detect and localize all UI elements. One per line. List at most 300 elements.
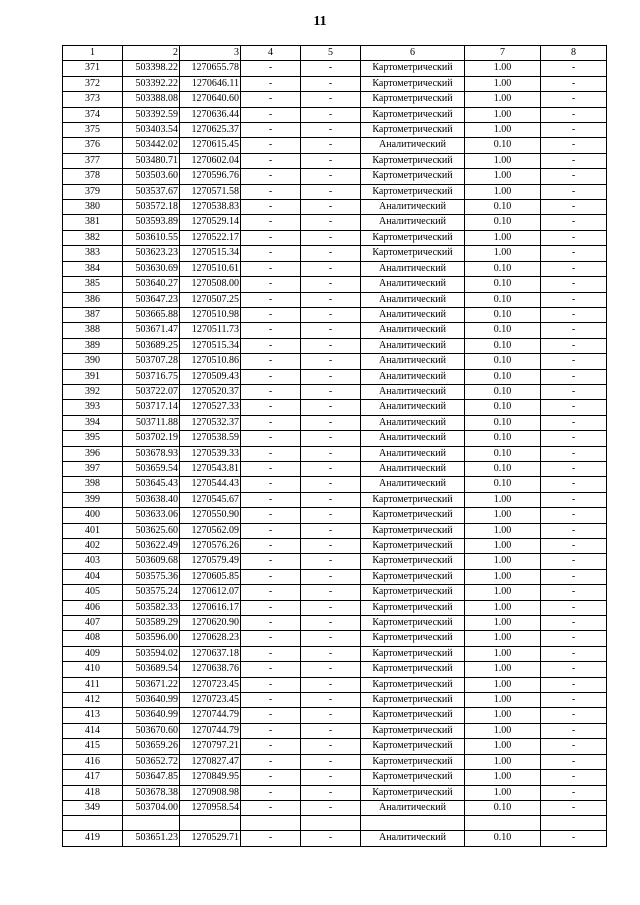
cell-precision: 0.10 <box>465 338 541 353</box>
cell-method: Аналитический <box>361 461 465 476</box>
cell-col-8: - <box>541 461 607 476</box>
cell-point-number: 378 <box>63 169 123 184</box>
cell-y-coordinate: 1270510.61 <box>180 261 241 276</box>
cell-col-4: - <box>241 492 301 507</box>
table-row <box>63 693 607 708</box>
table-row <box>63 616 607 631</box>
cell-col-5: - <box>301 369 361 384</box>
cell-col-5: - <box>301 138 361 153</box>
empty-cell <box>361 816 465 831</box>
cell-precision: 0.10 <box>465 323 541 338</box>
cell-method: Картометрический <box>361 107 465 122</box>
cell-col-4: - <box>241 153 301 168</box>
cell-col-4: - <box>241 230 301 245</box>
cell-col-8: - <box>541 138 607 153</box>
cell-col-8: - <box>541 554 607 569</box>
cell-x-coordinate: 503392.59 <box>123 107 180 122</box>
cell-method: Картометрический <box>361 554 465 569</box>
cell-col-5: - <box>301 754 361 769</box>
cell-method: Аналитический <box>361 277 465 292</box>
table-row <box>63 92 607 107</box>
cell-col-4: - <box>241 277 301 292</box>
cell-precision: 1.00 <box>465 539 541 554</box>
cell-point-number: 393 <box>63 400 123 415</box>
cell-y-coordinate: 1270655.78 <box>180 61 241 76</box>
cell-col-4: - <box>241 554 301 569</box>
cell-col-4: - <box>241 338 301 353</box>
cell-x-coordinate: 503647.85 <box>123 770 180 785</box>
cell-point-number: 349 <box>63 800 123 815</box>
cell-y-coordinate: 1270576.26 <box>180 539 241 554</box>
cell-y-coordinate: 1270636.44 <box>180 107 241 122</box>
cell-precision: 1.00 <box>465 585 541 600</box>
cell-x-coordinate: 503625.60 <box>123 523 180 538</box>
cell-point-number: 398 <box>63 477 123 492</box>
cell-y-coordinate: 1270827.47 <box>180 754 241 769</box>
cell-point-number: 388 <box>63 323 123 338</box>
cell-col-4: - <box>241 539 301 554</box>
cell-col-5: - <box>301 354 361 369</box>
cell-method: Аналитический <box>361 384 465 399</box>
cell-col-4: - <box>241 138 301 153</box>
cell-y-coordinate: 1270640.60 <box>180 92 241 107</box>
cell-method: Аналитический <box>361 354 465 369</box>
table-row <box>63 446 607 461</box>
cell-y-coordinate: 1270958.54 <box>180 800 241 815</box>
cell-point-number: 405 <box>63 585 123 600</box>
cell-col-4: - <box>241 631 301 646</box>
table-row <box>63 508 607 523</box>
cell-y-coordinate: 1270612.07 <box>180 585 241 600</box>
cell-y-coordinate: 1270908.98 <box>180 785 241 800</box>
cell-y-coordinate: 1270509.43 <box>180 369 241 384</box>
cell-col-4: - <box>241 307 301 322</box>
cell-method: Картометрический <box>361 646 465 661</box>
cell-col-5: - <box>301 169 361 184</box>
cell-precision: 1.00 <box>465 693 541 708</box>
table-row <box>63 646 607 661</box>
cell-x-coordinate: 503707.28 <box>123 354 180 369</box>
cell-point-number: 389 <box>63 338 123 353</box>
cell-y-coordinate: 1270616.17 <box>180 600 241 615</box>
cell-y-coordinate: 1270615.45 <box>180 138 241 153</box>
cell-point-number: 380 <box>63 200 123 215</box>
empty-cell <box>541 816 607 831</box>
cell-point-number: 373 <box>63 92 123 107</box>
cell-point-number: 394 <box>63 415 123 430</box>
cell-col-5: - <box>301 200 361 215</box>
cell-col-4: - <box>241 61 301 76</box>
cell-point-number: 377 <box>63 153 123 168</box>
cell-method: Аналитический <box>361 261 465 276</box>
cell-x-coordinate: 503678.38 <box>123 785 180 800</box>
table-row <box>63 539 607 554</box>
cell-col-4: - <box>241 785 301 800</box>
cell-col-5: - <box>301 215 361 230</box>
cell-precision: 7 <box>465 46 541 61</box>
cell-method: Картометрический <box>361 123 465 138</box>
cell-x-coordinate: 503609.68 <box>123 554 180 569</box>
table-row <box>63 415 607 430</box>
cell-method: Картометрический <box>361 770 465 785</box>
cell-y-coordinate: 1270723.45 <box>180 677 241 692</box>
cell-col-4: - <box>241 754 301 769</box>
cell-col-5: - <box>301 662 361 677</box>
cell-col-8: - <box>541 123 607 138</box>
cell-x-coordinate: 503630.69 <box>123 261 180 276</box>
cell-col-4: - <box>241 200 301 215</box>
cell-method: Аналитический <box>361 323 465 338</box>
cell-y-coordinate: 1270538.83 <box>180 200 241 215</box>
cell-x-coordinate: 503711.88 <box>123 415 180 430</box>
cell-y-coordinate: 1270515.34 <box>180 246 241 261</box>
cell-method: Картометрический <box>361 785 465 800</box>
cell-precision: 0.10 <box>465 446 541 461</box>
cell-method: Картометрический <box>361 754 465 769</box>
cell-method: Картометрический <box>361 600 465 615</box>
cell-col-8: - <box>541 323 607 338</box>
cell-point-number: 408 <box>63 631 123 646</box>
cell-y-coordinate: 3 <box>180 46 241 61</box>
cell-x-coordinate: 503582.33 <box>123 600 180 615</box>
table-row <box>63 754 607 769</box>
table-row <box>63 307 607 322</box>
page-number: 11 <box>313 14 327 29</box>
cell-y-coordinate: 1270646.11 <box>180 76 241 91</box>
cell-x-coordinate: 503722.07 <box>123 384 180 399</box>
cell-point-number: 409 <box>63 646 123 661</box>
cell-col-5: - <box>301 153 361 168</box>
cell-col-5: - <box>301 693 361 708</box>
cell-method: Аналитический <box>361 831 465 846</box>
cell-method: Аналитический <box>361 800 465 815</box>
cell-precision: 1.00 <box>465 76 541 91</box>
cell-col-5: - <box>301 800 361 815</box>
cell-point-number: 410 <box>63 662 123 677</box>
cell-col-5: - <box>301 307 361 322</box>
cell-point-number: 387 <box>63 307 123 322</box>
cell-col-5: - <box>301 492 361 507</box>
cell-col-4: - <box>241 477 301 492</box>
cell-precision: 0.10 <box>465 261 541 276</box>
cell-precision: 1.00 <box>465 616 541 631</box>
cell-method: Аналитический <box>361 338 465 353</box>
cell-col-5: - <box>301 415 361 430</box>
cell-method: Картометрический <box>361 523 465 538</box>
cell-method: Картометрический <box>361 492 465 507</box>
cell-col-4: - <box>241 708 301 723</box>
cell-col-4: - <box>241 508 301 523</box>
cell-precision: 0.10 <box>465 138 541 153</box>
cell-y-coordinate: 1270605.85 <box>180 569 241 584</box>
cell-col-8: - <box>541 569 607 584</box>
cell-y-coordinate: 1270849.95 <box>180 770 241 785</box>
cell-method: Картометрический <box>361 616 465 631</box>
cell-col-8: 8 <box>541 46 607 61</box>
cell-col-8: - <box>541 307 607 322</box>
cell-precision: 0.10 <box>465 369 541 384</box>
coordinates-table <box>62 45 607 847</box>
table-row <box>63 384 607 399</box>
cell-precision: 1.00 <box>465 123 541 138</box>
cell-col-5: - <box>301 631 361 646</box>
cell-col-4: - <box>241 261 301 276</box>
cell-precision: 1.00 <box>465 492 541 507</box>
cell-point-number: 411 <box>63 677 123 692</box>
cell-method: Аналитический <box>361 400 465 415</box>
cell-precision: 0.10 <box>465 461 541 476</box>
cell-col-4: - <box>241 646 301 661</box>
table-row <box>63 708 607 723</box>
cell-method: Картометрический <box>361 708 465 723</box>
cell-precision: 1.00 <box>465 754 541 769</box>
cell-col-5: - <box>301 677 361 692</box>
cell-precision: 1.00 <box>465 169 541 184</box>
table-row <box>63 200 607 215</box>
cell-point-number: 375 <box>63 123 123 138</box>
cell-x-coordinate: 503640.99 <box>123 708 180 723</box>
table-row <box>63 585 607 600</box>
table-row <box>63 184 607 199</box>
cell-col-5: - <box>301 184 361 199</box>
cell-col-5: - <box>301 76 361 91</box>
cell-precision: 1.00 <box>465 708 541 723</box>
cell-point-number: 376 <box>63 138 123 153</box>
empty-cell <box>465 816 541 831</box>
cell-col-5: - <box>301 338 361 353</box>
cell-precision: 1.00 <box>465 523 541 538</box>
cell-col-8: - <box>541 369 607 384</box>
cell-x-coordinate: 503398.22 <box>123 61 180 76</box>
cell-y-coordinate: 1270596.76 <box>180 169 241 184</box>
cell-y-coordinate: 1270638.76 <box>180 662 241 677</box>
cell-x-coordinate: 503594.02 <box>123 646 180 661</box>
cell-col-8: - <box>541 631 607 646</box>
cell-precision: 1.00 <box>465 739 541 754</box>
cell-x-coordinate: 503678.93 <box>123 446 180 461</box>
table-row <box>63 631 607 646</box>
cell-col-5: - <box>301 770 361 785</box>
cell-col-8: - <box>541 261 607 276</box>
cell-precision: 1.00 <box>465 92 541 107</box>
cell-col-8: - <box>541 277 607 292</box>
cell-y-coordinate: 1270515.34 <box>180 338 241 353</box>
cell-x-coordinate: 503689.54 <box>123 662 180 677</box>
cell-x-coordinate: 503503.60 <box>123 169 180 184</box>
cell-col-8: - <box>541 338 607 353</box>
cell-col-4: 4 <box>241 46 301 61</box>
cell-col-5: - <box>301 539 361 554</box>
cell-y-coordinate: 1270637.18 <box>180 646 241 661</box>
cell-x-coordinate: 503392.22 <box>123 76 180 91</box>
cell-col-8: - <box>541 446 607 461</box>
cell-precision: 0.10 <box>465 831 541 846</box>
cell-method: 6 <box>361 46 465 61</box>
table-row <box>63 292 607 307</box>
cell-col-5: - <box>301 400 361 415</box>
cell-col-4: - <box>241 354 301 369</box>
cell-precision: 1.00 <box>465 600 541 615</box>
table-body <box>63 46 607 847</box>
cell-x-coordinate: 503689.25 <box>123 338 180 353</box>
cell-col-8: - <box>541 230 607 245</box>
cell-method: Картометрический <box>361 693 465 708</box>
cell-point-number: 413 <box>63 708 123 723</box>
cell-col-4: - <box>241 585 301 600</box>
cell-y-coordinate: 1270510.98 <box>180 307 241 322</box>
cell-col-8: - <box>541 585 607 600</box>
table-row <box>63 677 607 692</box>
cell-col-8: - <box>541 200 607 215</box>
cell-method: Картометрический <box>361 76 465 91</box>
cell-x-coordinate: 503659.54 <box>123 461 180 476</box>
cell-point-number: 385 <box>63 277 123 292</box>
table-row <box>63 662 607 677</box>
cell-col-5: - <box>301 585 361 600</box>
cell-point-number: 396 <box>63 446 123 461</box>
cell-col-8: - <box>541 215 607 230</box>
cell-col-8: - <box>541 646 607 661</box>
cell-method: Аналитический <box>361 415 465 430</box>
cell-col-8: - <box>541 785 607 800</box>
cell-col-8: - <box>541 723 607 738</box>
cell-col-5: 5 <box>301 46 361 61</box>
cell-col-4: - <box>241 600 301 615</box>
cell-col-8: - <box>541 770 607 785</box>
cell-col-4: - <box>241 677 301 692</box>
cell-method: Аналитический <box>361 307 465 322</box>
table-row <box>63 246 607 261</box>
cell-point-number: 403 <box>63 554 123 569</box>
cell-col-5: - <box>301 92 361 107</box>
cell-point-number: 384 <box>63 261 123 276</box>
cell-col-8: - <box>541 492 607 507</box>
cell-method: Картометрический <box>361 585 465 600</box>
cell-precision: 0.10 <box>465 415 541 430</box>
cell-precision: 1.00 <box>465 723 541 738</box>
table-row <box>63 785 607 800</box>
cell-point-number: 381 <box>63 215 123 230</box>
cell-y-coordinate: 1270628.23 <box>180 631 241 646</box>
cell-precision: 1.00 <box>465 246 541 261</box>
empty-cell <box>63 816 123 831</box>
cell-col-5: - <box>301 739 361 754</box>
cell-method: Картометрический <box>361 662 465 677</box>
cell-point-number: 371 <box>63 61 123 76</box>
cell-col-5: - <box>301 277 361 292</box>
cell-precision: 0.10 <box>465 307 541 322</box>
cell-method: Картометрический <box>361 169 465 184</box>
cell-col-8: - <box>541 677 607 692</box>
cell-col-8: - <box>541 708 607 723</box>
cell-y-coordinate: 1270550.90 <box>180 508 241 523</box>
cell-col-8: - <box>541 246 607 261</box>
cell-col-5: - <box>301 508 361 523</box>
cell-col-4: - <box>241 523 301 538</box>
cell-y-coordinate: 1270625.37 <box>180 123 241 138</box>
table-row <box>63 123 607 138</box>
cell-col-8: - <box>541 184 607 199</box>
cell-col-8: - <box>541 92 607 107</box>
cell-precision: 1.00 <box>465 646 541 661</box>
cell-precision: 1.00 <box>465 107 541 122</box>
cell-x-coordinate: 503670.60 <box>123 723 180 738</box>
cell-col-4: - <box>241 107 301 122</box>
cell-point-number: 379 <box>63 184 123 199</box>
cell-y-coordinate: 1270544.43 <box>180 477 241 492</box>
table-row <box>63 739 607 754</box>
cell-x-coordinate: 503623.23 <box>123 246 180 261</box>
cell-x-coordinate: 503652.72 <box>123 754 180 769</box>
cell-precision: 1.00 <box>465 184 541 199</box>
cell-x-coordinate: 503575.24 <box>123 585 180 600</box>
cell-col-4: - <box>241 215 301 230</box>
cell-precision: 1.00 <box>465 230 541 245</box>
cell-col-4: - <box>241 384 301 399</box>
cell-col-8: - <box>541 107 607 122</box>
cell-method: Аналитический <box>361 292 465 307</box>
cell-method: Картометрический <box>361 677 465 692</box>
cell-y-coordinate: 1270723.45 <box>180 693 241 708</box>
cell-col-4: - <box>241 662 301 677</box>
cell-y-coordinate: 1270579.49 <box>180 554 241 569</box>
cell-precision: 1.00 <box>465 153 541 168</box>
cell-col-5: - <box>301 708 361 723</box>
cell-precision: 0.10 <box>465 292 541 307</box>
empty-cell <box>241 816 301 831</box>
table-row <box>63 169 607 184</box>
separator-row <box>63 816 607 831</box>
cell-precision: 1.00 <box>465 677 541 692</box>
cell-col-5: - <box>301 569 361 584</box>
cell-col-8: - <box>541 292 607 307</box>
table-row <box>63 400 607 415</box>
table-row <box>63 723 607 738</box>
cell-precision: 1.00 <box>465 508 541 523</box>
cell-col-5: - <box>301 431 361 446</box>
cell-y-coordinate: 1270510.86 <box>180 354 241 369</box>
cell-y-coordinate: 1270543.81 <box>180 461 241 476</box>
cell-col-8: - <box>541 431 607 446</box>
table-row <box>63 477 607 492</box>
cell-col-5: - <box>301 384 361 399</box>
cell-y-coordinate: 1270562.09 <box>180 523 241 538</box>
cell-method: Аналитический <box>361 477 465 492</box>
table-row <box>63 831 607 846</box>
cell-col-8: - <box>541 523 607 538</box>
cell-precision: 0.10 <box>465 354 541 369</box>
table-row <box>63 523 607 538</box>
cell-method: Картометрический <box>361 230 465 245</box>
cell-x-coordinate: 503671.47 <box>123 323 180 338</box>
cell-point-number: 397 <box>63 461 123 476</box>
cell-col-4: - <box>241 76 301 91</box>
cell-point-number: 391 <box>63 369 123 384</box>
cell-precision: 1.00 <box>465 662 541 677</box>
cell-method: Картометрический <box>361 92 465 107</box>
cell-y-coordinate: 1270744.79 <box>180 708 241 723</box>
cell-col-5: - <box>301 446 361 461</box>
header-row <box>63 46 607 61</box>
cell-precision: 0.10 <box>465 384 541 399</box>
cell-precision: 0.10 <box>465 431 541 446</box>
cell-method: Аналитический <box>361 200 465 215</box>
cell-x-coordinate: 503480.71 <box>123 153 180 168</box>
cell-y-coordinate: 1270602.04 <box>180 153 241 168</box>
cell-y-coordinate: 1270571.58 <box>180 184 241 199</box>
cell-col-5: - <box>301 616 361 631</box>
cell-x-coordinate: 503403.54 <box>123 123 180 138</box>
